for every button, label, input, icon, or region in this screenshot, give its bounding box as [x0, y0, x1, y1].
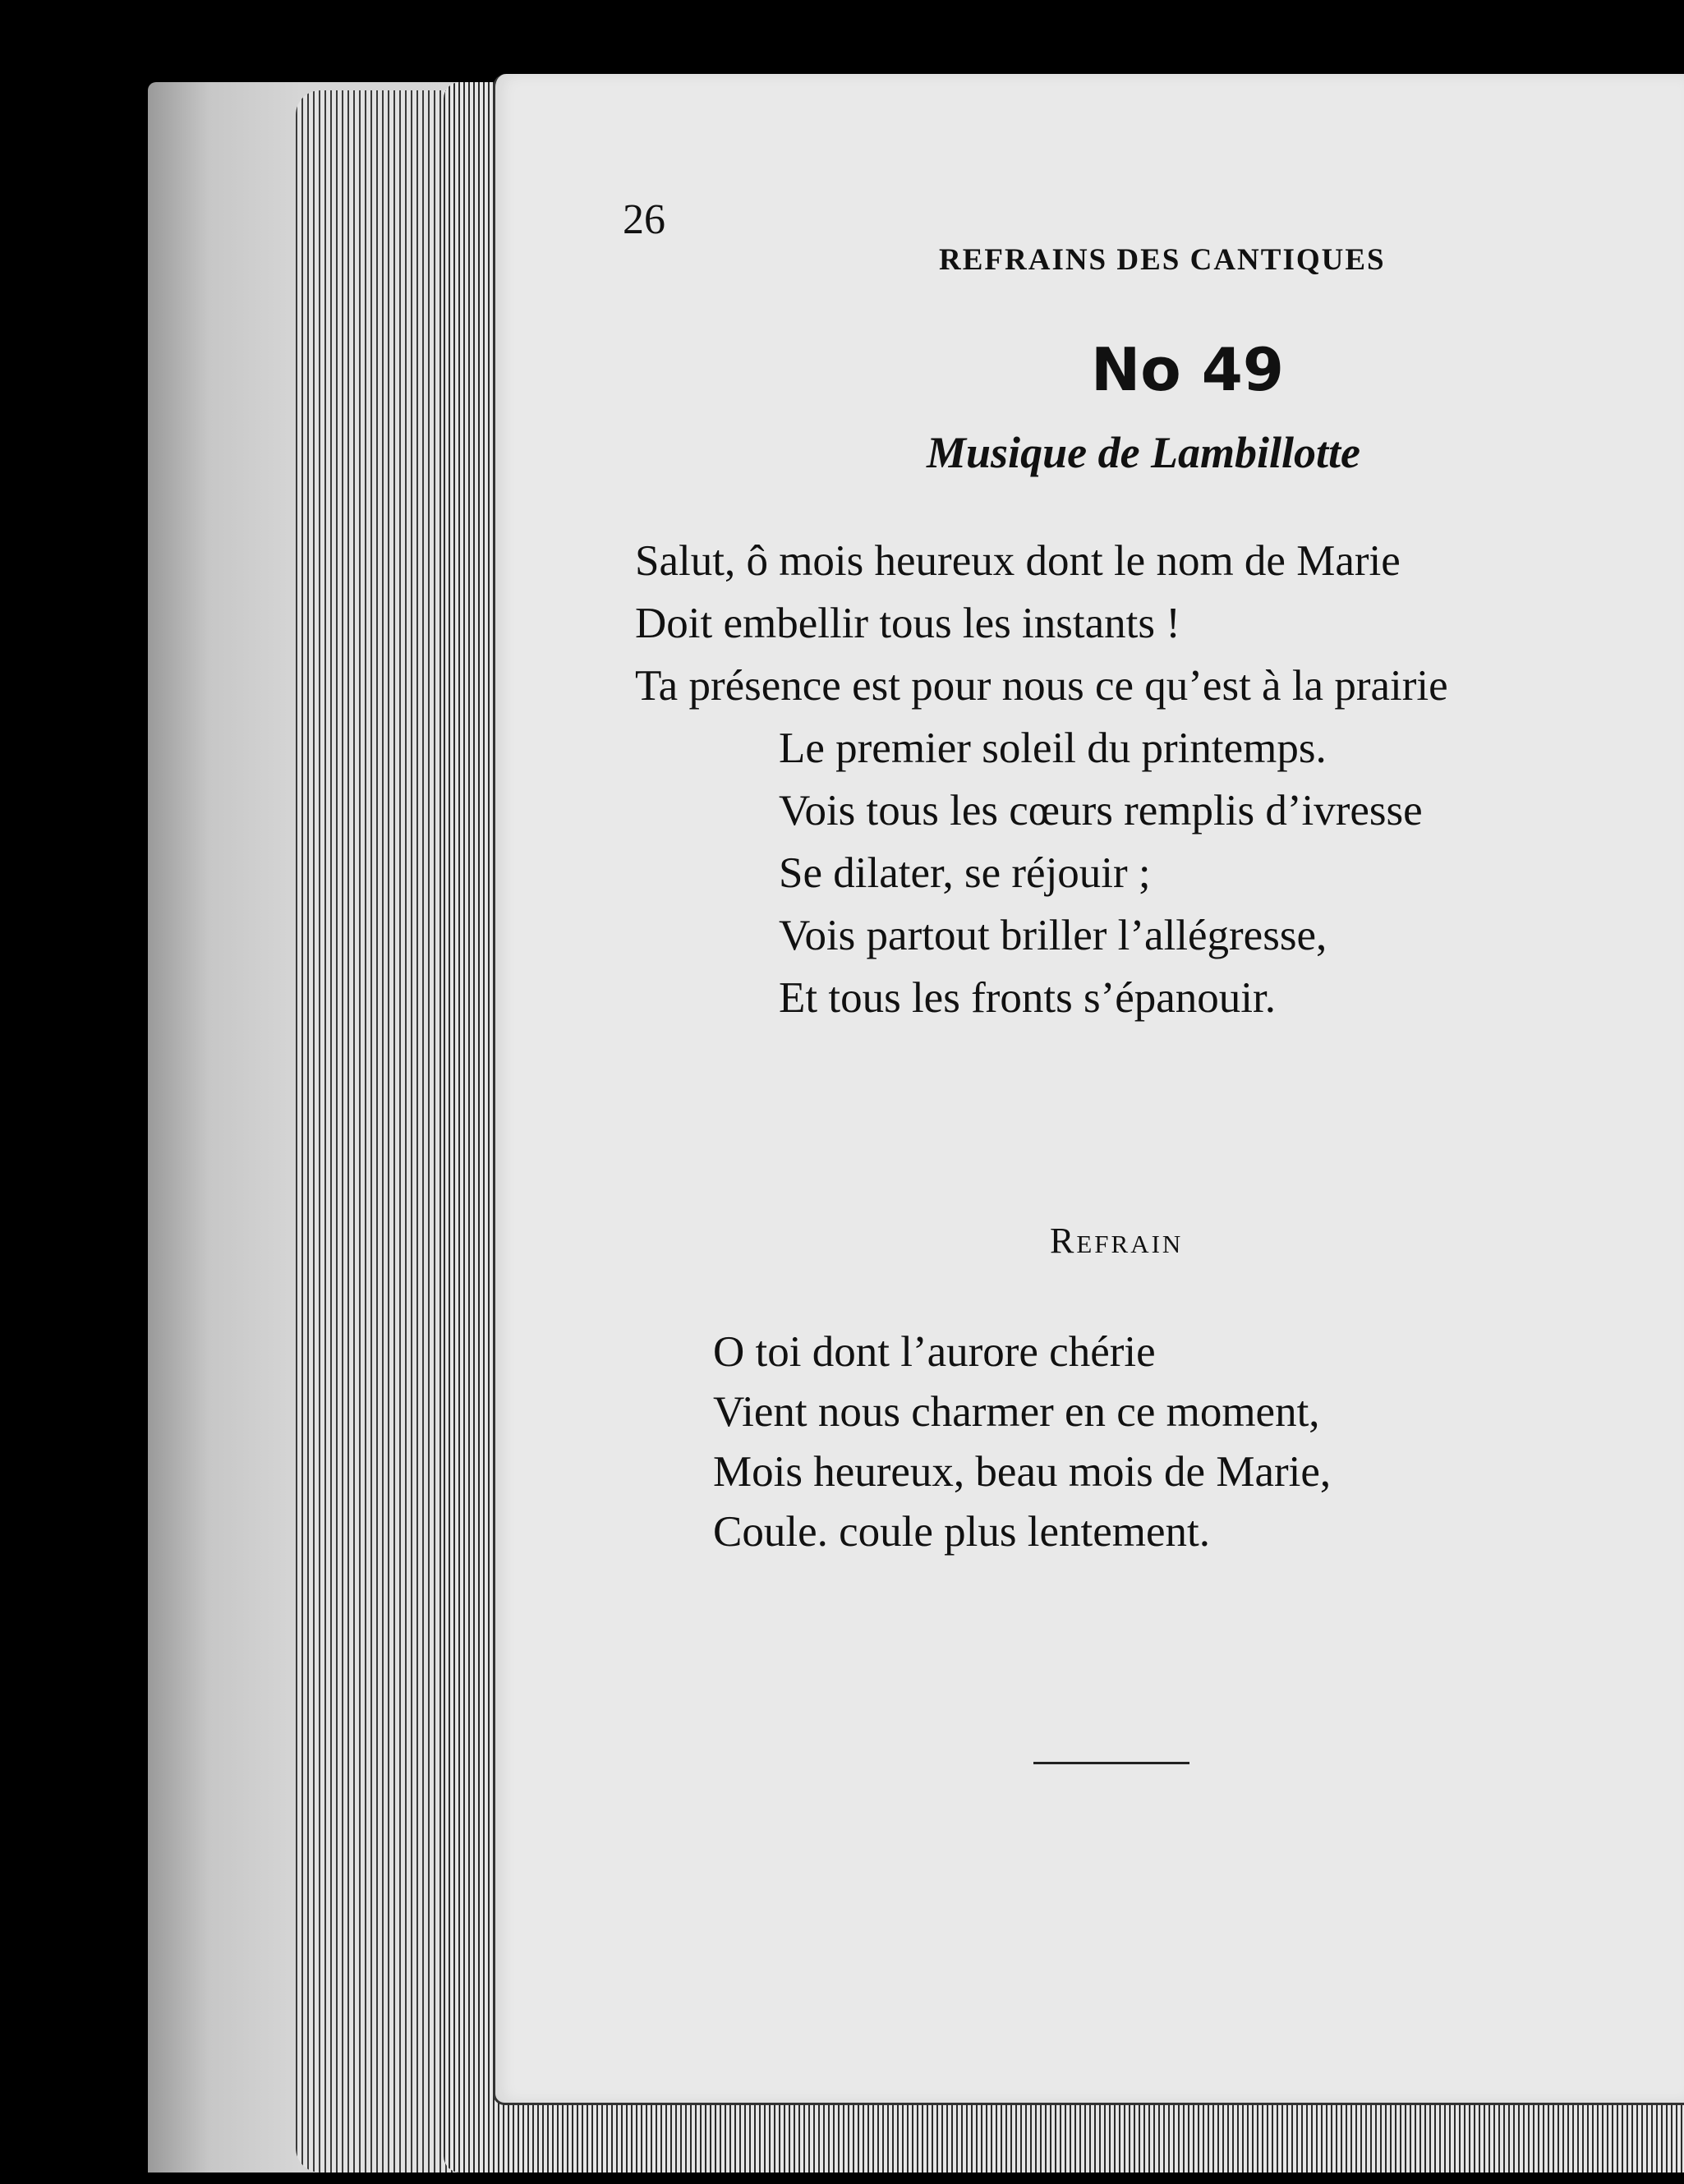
- refrain-line: Coule. coule plus lentement.: [713, 1508, 1210, 1556]
- composer-credit: Musique de Lambillotte: [927, 428, 1361, 477]
- end-divider: [1033, 1762, 1189, 1764]
- verse-line: Le premier soleil du printemps.: [779, 724, 1327, 772]
- refrain-line: O toi dont l’aurore chérie: [713, 1328, 1156, 1376]
- running-head: REFRAINS DES CANTIQUES: [939, 243, 1386, 277]
- refrain-line: Vient nous charmer en ce moment,: [713, 1388, 1320, 1436]
- page-number: 26: [623, 196, 665, 243]
- hymn-number: No 49: [1091, 335, 1284, 404]
- verse-line: Se dilater, se réjouir ;: [779, 849, 1151, 897]
- refrain-heading: Refrain: [1050, 1221, 1184, 1261]
- verse-line: Vois tous les cœurs remplis d’ivresse: [779, 787, 1423, 835]
- refrain-stanza: [713, 1322, 1331, 1562]
- verse-stanza: [635, 530, 1448, 1029]
- book-page: [493, 74, 1684, 2105]
- verse-line: Ta présence est pour nous ce qu’est à la prairie: [635, 662, 1448, 710]
- verse-line: Salut, ô mois heureux dont le nom de Marie: [635, 537, 1401, 585]
- verse-line: Et tous les fronts s’épanouir.: [779, 974, 1276, 1022]
- refrain-line: Mois heureux, beau mois de Marie,: [713, 1448, 1332, 1496]
- verse-line: Vois partout briller l’allégresse,: [779, 912, 1327, 959]
- verse-line: Doit embellir tous les instants !: [635, 600, 1180, 647]
